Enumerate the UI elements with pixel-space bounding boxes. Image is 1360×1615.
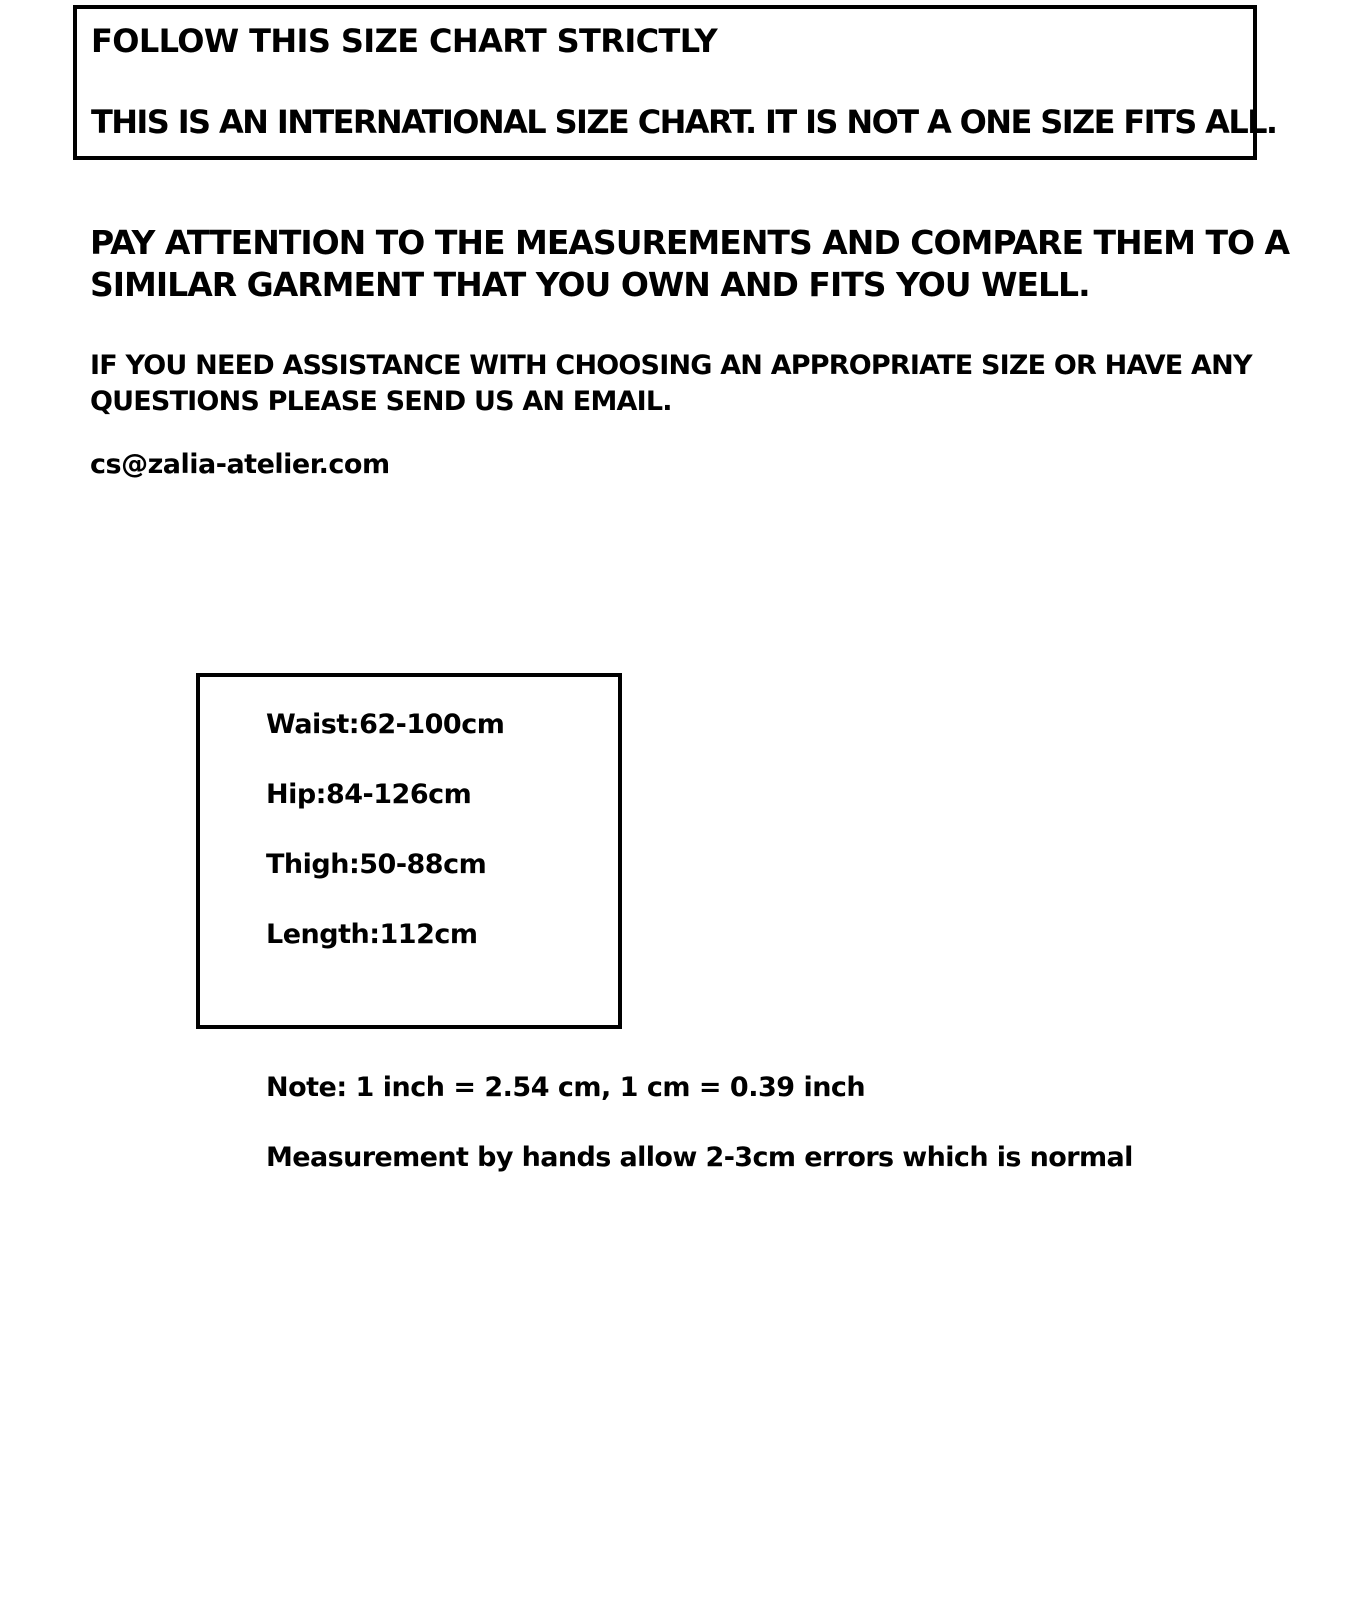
assistance-text: IF YOU NEED ASSISTANCE WITH CHOOSING AN APPROPRIATE SIZE OR HAVE ANY QUESTIONS PLEASE SEND US AN EMAIL. [90, 350, 1252, 417]
unit-conversion-note: Note: 1 inch = 2.54 cm, 1 cm = 0.39 inch [266, 1072, 866, 1103]
size-measurements-box [196, 673, 622, 1029]
pay-attention-text: PAY ATTENTION TO THE MEASUREMENTS AND COMPARE THEM TO A SIMILAR GARMENT THAT YOU OWN AND FITS YOU WELL. [90, 223, 1290, 304]
measurement-error-note: Measurement by hands allow 2-3cm errors which is normal [266, 1142, 1133, 1173]
notice-international-size: THIS IS AN INTERNATIONAL SIZE CHART. IT IS NOT A ONE SIZE FITS ALL. [91, 103, 1277, 141]
size-list [266, 707, 504, 987]
size-thigh: Thigh:50-88cm [266, 849, 487, 880]
notice-box [73, 5, 1277, 160]
size-hip: Hip:84-126cm [266, 779, 472, 810]
size-waist: Waist:62-100cm [266, 709, 505, 740]
notice-heading: FOLLOW THIS SIZE CHART STRICTLY [91, 22, 718, 60]
size-length: Length:112cm [266, 919, 478, 950]
contact-email: cs@zalia-atelier.com [90, 449, 390, 480]
